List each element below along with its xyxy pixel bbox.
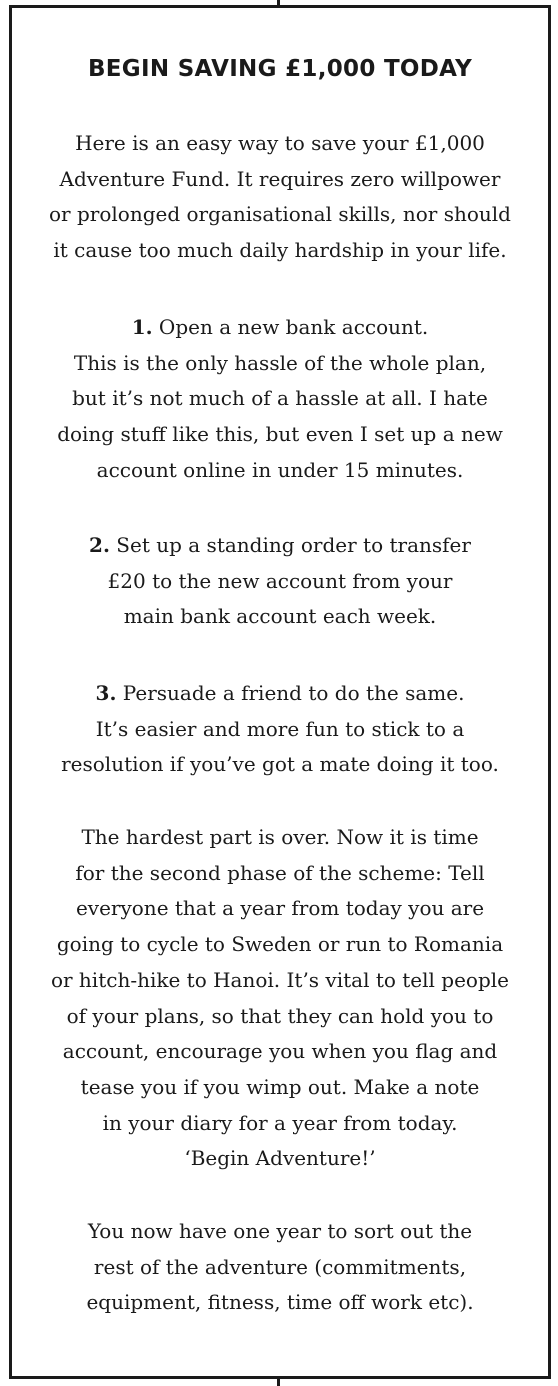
step-3-line: resolution if you’ve got a mate doing it too. (61, 752, 499, 777)
intro-paragraph (12, 126, 548, 269)
step-3-paragraph (12, 676, 548, 783)
closing-line: equipment, fitness, time off work etc). (86, 1290, 474, 1315)
step-1-line: This is the only hassle of the whole plan, (73, 350, 487, 375)
step-3-heading-text: Persuade a friend to do the same. (116, 681, 465, 705)
phase-two-line: tease you if you wimp out. Make a note (80, 1074, 480, 1099)
phase-two-line: account, encourage you when you flag and (62, 1039, 498, 1064)
phase-two-paragraph (12, 820, 548, 1177)
intro-line: Here is an easy way to save your £1,000 (75, 131, 485, 155)
step-2-heading-text: Set up a standing order to transfer (109, 533, 471, 557)
step-1-heading (12, 310, 548, 346)
step-3-line: It’s easier and more fun to stick to a (95, 716, 465, 741)
phase-two-line: everyone that a year from today you are (75, 896, 485, 921)
step-2-number: 2. (89, 533, 110, 557)
step-2-heading (12, 528, 548, 564)
phase-two-line: of your plans, so that they can hold you to (66, 1003, 494, 1028)
step-1-number: 1. (131, 315, 153, 339)
closing-line: rest of the adventure (commitments, (93, 1254, 467, 1279)
step-1-line: account online in under 15 minutes. (96, 457, 464, 482)
step-2-line: £20 to the new account from your (107, 568, 453, 593)
info-box (9, 5, 551, 1379)
step-3-heading (12, 676, 548, 712)
intro-line: it cause too much daily hardship in your life. (53, 238, 507, 263)
step-1-paragraph (12, 310, 548, 489)
step-3-number: 3. (95, 681, 117, 705)
intro-line: Adventure Fund. It requires zero willpower (59, 166, 501, 191)
phase-two-line: The hardest part is over. Now it is time (81, 825, 479, 849)
step-2-paragraph (12, 528, 548, 635)
phase-two-line: for the second phase of the scheme: Tell (75, 860, 485, 885)
phase-two-line: in your diary for a year from today. (102, 1110, 458, 1135)
box-title: BEGIN SAVING £1,000 TODAY (87, 56, 473, 82)
phase-two-line: ‘Begin Adventure!’ (184, 1146, 376, 1171)
bottom-divider-tick (277, 1378, 280, 1386)
step-1-line: but it’s not much of a hassle at all. I hate (72, 386, 488, 411)
step-1-heading-text: Open a new bank account. (152, 315, 429, 339)
step-2-line: main bank account each week. (123, 604, 437, 629)
phase-two-line: going to cycle to Sweden or run to Romania (56, 932, 504, 957)
closing-line: You now have one year to sort out the (87, 1219, 473, 1243)
intro-line: or prolonged organisational skills, nor should (49, 202, 511, 227)
step-1-line: doing stuff like this, but even I set up a new (57, 422, 503, 447)
phase-two-line: or hitch-hike to Hanoi. It’s vital to tell people (50, 967, 510, 992)
closing-paragraph (12, 1214, 548, 1321)
